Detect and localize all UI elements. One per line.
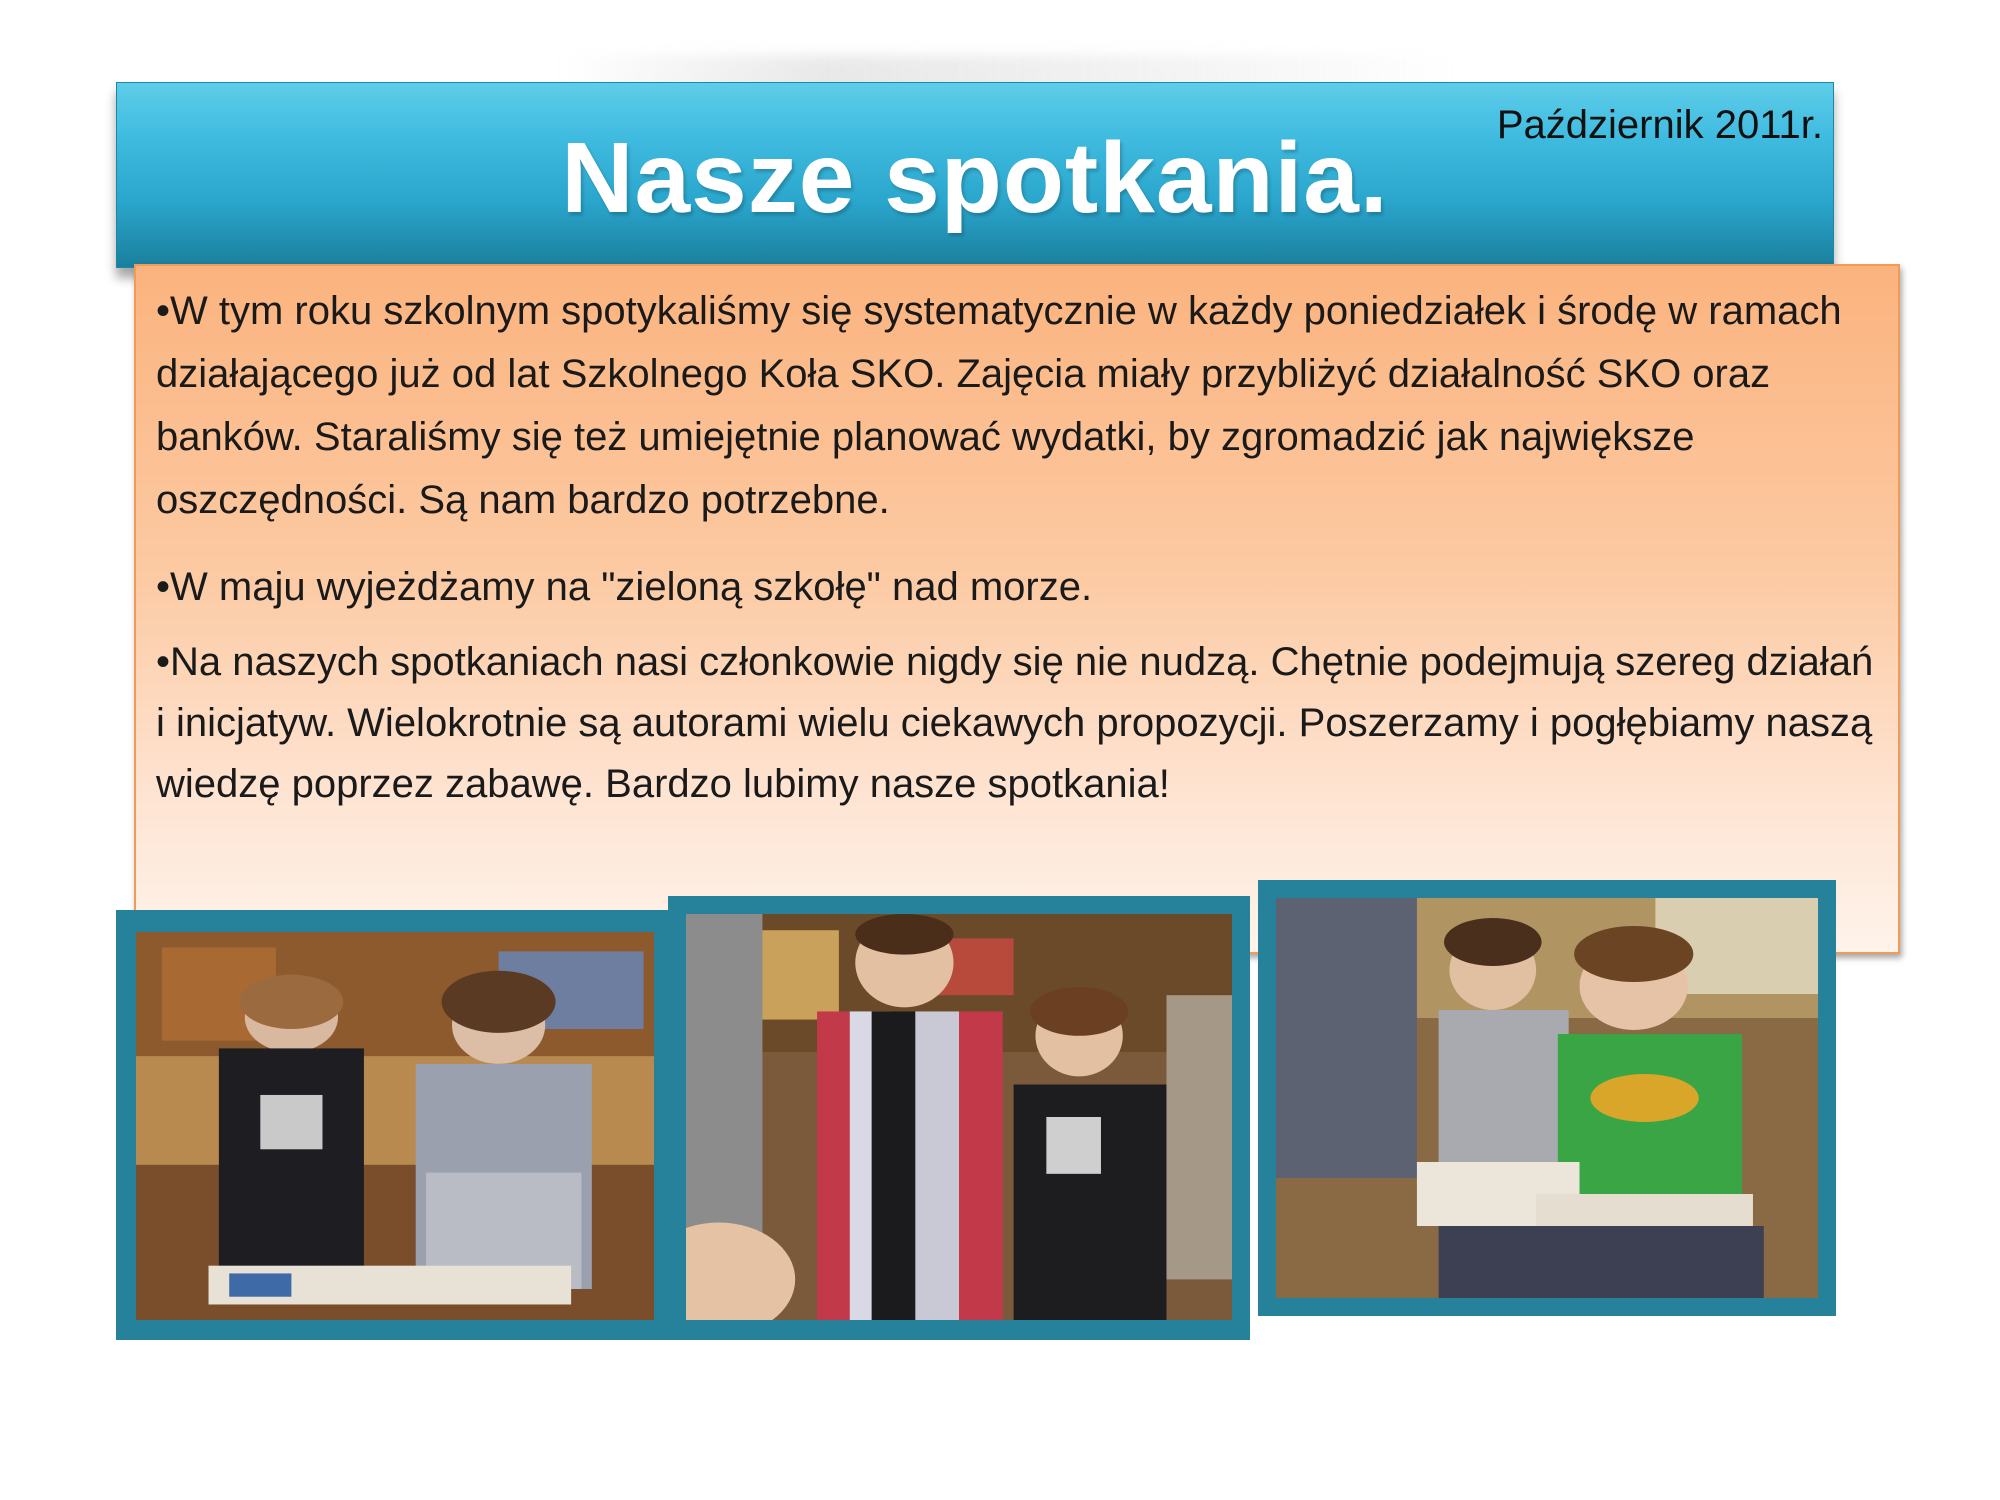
photo-frame-1	[116, 910, 674, 1340]
paragraph-meetings: •W tym roku szkolnym spotykaliśmy się systematycznie w każdy poniedziałek i środę w ramach działającego już od lat Szkolnego Koła SKO. Zajęcia miały przybliżyć działalność SKO oraz banków. Staraliśmy się też umiejętnie planować wydatki, by zgromadzić jak największe oszczędności. Są nam bardzo potrzebne.	[156, 289, 1842, 522]
photo-frame-3	[1258, 880, 1836, 1316]
photo-girls-reading	[136, 932, 654, 1320]
content-box	[134, 264, 1900, 954]
slide-date: Październik 2011r.	[1496, 103, 1823, 147]
photo-boys-reading	[1276, 898, 1818, 1298]
slide-title: Nasze spotkania.	[561, 122, 1389, 234]
paragraph-members: •Na naszych spotkaniach nasi członkowie nigdy się nie nudzą. Chętnie podejmują szereg działań i inicjatyw. Wielokrotnie są autorami wielu ciekawych propozycji. Poszerzamy i pogłębiamy naszą wiedzę poprzez zabawę. Bardzo lubimy nasze spotkania!	[156, 640, 1874, 806]
photo-children-standing	[686, 914, 1232, 1320]
title-banner	[116, 82, 1834, 268]
paragraph-green-school: •W maju wyjeżdżamy na "zieloną szkołę" nad morze.	[156, 565, 1093, 609]
photo-frame-2	[668, 896, 1250, 1340]
